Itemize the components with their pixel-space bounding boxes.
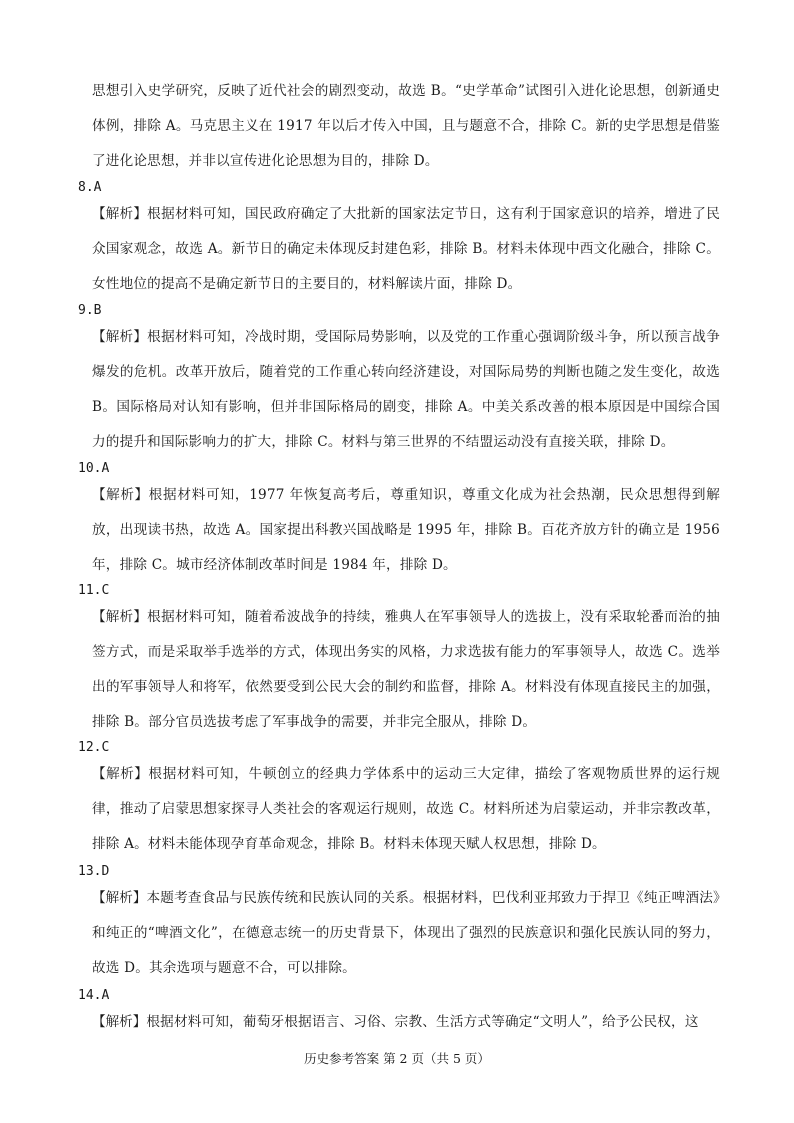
analysis-text: 本题考查食品与民族传统和民族认同的关系。根据材料，巴伐利亚邦致力于捍卫《纯正啤酒法》和纯正的“啤酒文化”，在德意志统一的历史背景下，体现出了强烈的民族意识和强化民族认同的努力，故选 D。其余选项与题意不合，可以排除。 — [92, 890, 721, 976]
question-number-9: 9.B — [78, 303, 102, 318]
question-number-14: 14.A — [78, 988, 110, 1003]
analysis-text: 根据材料可知，冷战时期，受国际局势影响，以及党的工作重心强调阶级斗争，所以预言战争爆发的危机。改革开放后，随着党的工作重心转向经济建设，对国际局势的判断也随之发生变化，故选 B。国际格局对认知有影响，但并非国际格局的剧变，排除 A。中美关系改善的根本原因是中国综合国力的提升和国际影响力的扩大，排除 C。材料与第三世界的不结盟运动没有直接关联，排除 D。 — [92, 329, 720, 450]
question-number-13: 13.D — [78, 864, 110, 879]
analysis-paragraph-14 — [92, 1005, 720, 1040]
analysis-paragraph-12 — [92, 757, 720, 862]
question-number-12: 12.C — [78, 740, 110, 755]
question-number-11: 11.C — [78, 583, 110, 598]
analysis-paragraph-10 — [92, 478, 720, 583]
analysis-text: 根据材料可知，国民政府确定了大批新的国家法定节日，这有利于国家意识的培养，增进了民众国家观念，故选 A。新节日的确定未体现反封建色彩，排除 B。材料未体现中西文化融合，排除 C。女性地位的提高不是确定新节日的主要目的，材料解读片面，排除 D。 — [92, 206, 720, 292]
analysis-text: 根据材料可知，葡萄牙根据语言、习俗、宗教、生活方式等确定“文明人”，给予公民权，这 — [146, 1014, 699, 1030]
analysis-paragraph-9 — [92, 320, 720, 460]
analysis-text: 根据材料可知，1977 年恢复高考后，尊重知识，尊重文化成为社会热潮，民众思想得到解放，出现读书热，故选 A。国家提出科教兴国战略是 1995 年，排除 B。百花齐放方针的确立是 1956 年，排除 C。城市经济体制改革时间是 1984 年，排除 D。 — [92, 487, 720, 573]
analysis-tag: 【解析】 — [92, 1014, 147, 1030]
analysis-paragraph-8 — [92, 197, 720, 302]
analysis-text: 根据材料可知，牛顿创立的经典力学体系中的运动三大定律，描绘了客观物质世界的运行规律，推动了启蒙思想家探寻人类社会的客观运行规则，故选 C。材料所述为启蒙运动，并非宗教改革，排除 A。材料未能体现孕育革命观念，排除 B。材料未体现天赋人权思想，排除 D。 — [92, 766, 721, 852]
analysis-tag: 【解析】 — [92, 206, 148, 222]
intro-continuation-paragraph: 思想引入史学研究，反映了近代社会的剧烈变动，故选 B。“史学革命”试图引入进化论思想，创新通史体例，排除 A。马克思主义在 1917 年以后才传入中国，且与题意不合，排除 C。新的史学思想是借鉴了进化论思想，并非以宣传进化论思想为目的，排除 D。 — [92, 83, 720, 169]
analysis-tag: 【解析】 — [92, 766, 149, 782]
analysis-tag: 【解析】 — [92, 329, 148, 345]
question-number-10: 10.A — [78, 461, 110, 476]
question-number-8: 8.A — [78, 180, 102, 195]
analysis-paragraph-13 — [92, 881, 720, 986]
analysis-paragraph-11 — [92, 600, 720, 740]
page-footer: 历史参考答案 第 2 页（共 5 页） — [304, 1051, 490, 1066]
analysis-tag: 【解析】 — [92, 609, 148, 625]
analysis-tag: 【解析】 — [92, 890, 147, 906]
analysis-text: 根据材料可知，随着希波战争的持续，雅典人在军事领导人的选拔上，没有采取轮番而治的抽签方式，而是采取举手选举的方式，体现出务实的风格，力求选拔有能力的军事领导人，故选 C。选举出的军事领导人和将军，依然要受到公民大会的制约和监督，排除 A。材料没有体现直接民主的加强，排除 B。部分官员选拔考虑了军事战争的需要，并非完全服从，排除 D。 — [92, 609, 720, 730]
analysis-tag: 【解析】 — [92, 487, 149, 503]
